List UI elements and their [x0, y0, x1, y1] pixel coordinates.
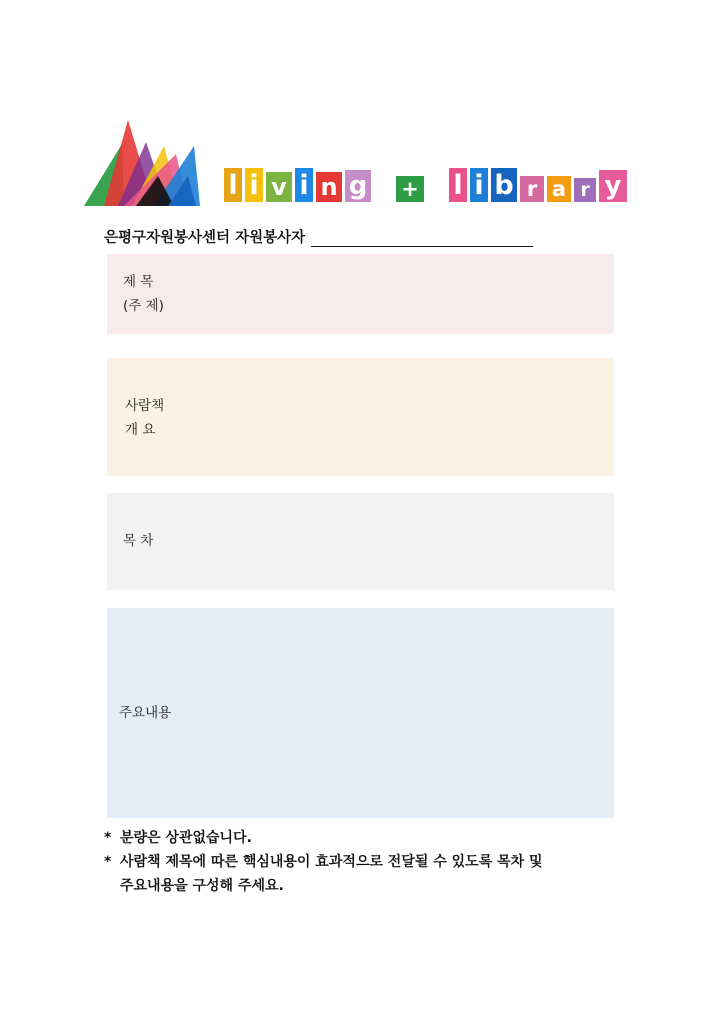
toc-label: 목 차 — [123, 533, 154, 549]
note-bullet: * — [104, 830, 112, 846]
wordmark-letter: l — [224, 168, 242, 202]
title-label-line2: (주 제) — [123, 298, 164, 314]
note-text: 분량은 상관없습니다. — [120, 830, 252, 846]
title-label-line1: 제 목 — [123, 274, 154, 290]
note-item — [104, 850, 543, 874]
wordmark-letter: b — [491, 168, 517, 202]
overview-label — [125, 394, 164, 442]
note-text-cont: 주요내용을 구성해 주세요. — [120, 878, 284, 894]
overview-label-line2: 개 요 — [125, 422, 156, 438]
overview-section[interactable] — [107, 358, 614, 476]
note-bullet: * — [104, 854, 112, 870]
wordmark-letter: r — [574, 178, 596, 202]
living-library-wordmark — [224, 152, 630, 202]
library-logo-mark — [84, 120, 202, 206]
wordmark-letter: a — [547, 176, 571, 202]
wordmark-letter: r — [520, 176, 544, 202]
org-label: 은평구자원봉사센터 자원봉사자 — [104, 230, 306, 246]
wordmark-letter: g — [345, 170, 371, 202]
wordmark-letter: l — [449, 168, 467, 202]
content-label: 주요내용 — [119, 705, 172, 721]
volunteer-line — [104, 226, 533, 247]
toc-section[interactable] — [107, 493, 614, 590]
overview-label-line1: 사람책 — [125, 398, 165, 414]
wordmark-letter: y — [599, 170, 627, 202]
wordmark-letter: v — [266, 172, 292, 202]
note-item — [104, 874, 543, 898]
wordmark-letter: i — [470, 168, 488, 202]
wordmark-letter: i — [245, 168, 263, 202]
content-section[interactable] — [107, 608, 614, 818]
wordmark-letter: + — [396, 176, 424, 202]
wordmark-letter: i — [295, 168, 313, 202]
wordmark-letter: n — [316, 172, 342, 202]
title-section[interactable] — [107, 254, 614, 334]
note-text: 사람책 제목에 따른 핵심내용이 효과적으로 전달될 수 있도록 목차 및 — [120, 854, 543, 870]
volunteer-name-blank[interactable] — [311, 232, 533, 247]
note-indent — [104, 874, 120, 898]
note-item — [104, 826, 543, 850]
title-label — [123, 270, 164, 318]
notes — [104, 826, 543, 898]
